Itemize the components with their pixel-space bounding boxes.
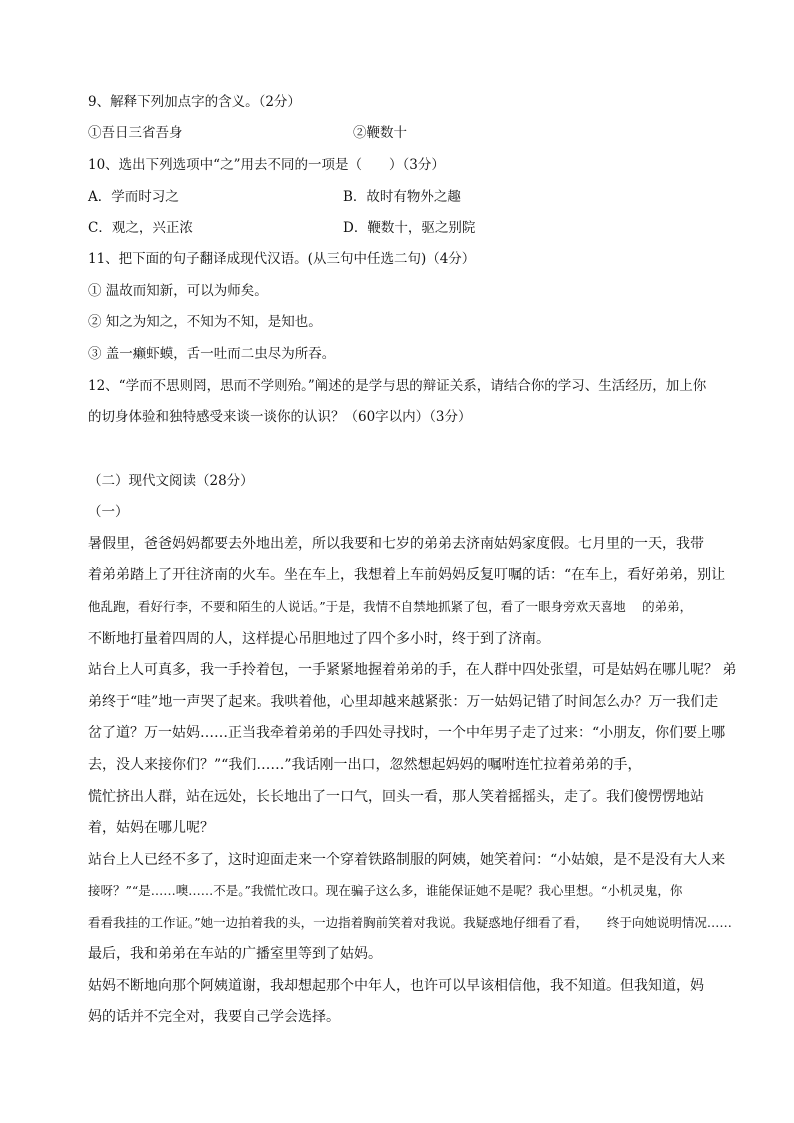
section-heading: （二）现代文阅读（28分） bbox=[88, 473, 254, 489]
question-10-title: 10、选出下列选项中“之”用去不同的一项是（ ）（3分） bbox=[88, 157, 445, 173]
passage-line: 岔了道？万一姑妈……正当我牵着弟弟的手四处寻找时，一个中年男子走了过来：“小朋友，你们要上哪 bbox=[88, 725, 726, 741]
question-10-options-row-2 bbox=[88, 219, 476, 237]
option-c: C．观之，兴正浓 bbox=[88, 220, 193, 236]
question-11-sentence-1: ① 温故而知新，可以为师矣。 bbox=[88, 283, 268, 299]
option-b: B．故时有物外之趣 bbox=[343, 189, 461, 205]
option-a: A．学而时习之 bbox=[88, 189, 179, 205]
question-9-items bbox=[88, 124, 407, 142]
passage-line: 慌忙挤出人群，站在远处，长长地出了一口气，回头一看，那人笑着摇摇头，走了。我们傻愣愣地站 bbox=[88, 789, 704, 805]
section-subheading: （一） bbox=[88, 504, 129, 520]
passage-line: 站台上人可真多，我一手拎着包，一手紧紧地握着弟弟的手，在人群中四处张望，可是姑妈在哪儿呢？ 弟 bbox=[88, 662, 737, 678]
passage-line: 看看我挂的工作证。”她一边拍着我的头，一边指着胸前笑着对我说。我疑惑地仔细看了看， 终于向她说明情况…… bbox=[88, 915, 732, 930]
passage-line: 着，姑妈在哪儿呢？ bbox=[88, 820, 214, 836]
passage-line: 站台上人已经不多了，这时迎面走来一个穿着铁路制服的阿姨，她笑着问：“小姑娘，是不是没有大人来 bbox=[88, 852, 726, 868]
option-d: D．鞭数十，驱之别院 bbox=[343, 220, 476, 236]
passage-line: 暑假里，爸爸妈妈都要去外地出差，所以我要和七岁的弟弟去济南姑妈家度假。七月里的一天，我带 bbox=[88, 536, 704, 552]
question-12-line-1: 12、“学而不思则罔，思而不学则殆。”阐述的是学与思的辩证关系，请结合你的学习、生活经历，加上你 bbox=[88, 378, 707, 394]
passage-line: 去，没人来接你们？”“我们……”我话刚一出口，忽然想起妈妈的嘱咐连忙拉着弟弟的手， bbox=[88, 757, 642, 773]
question-9-item-2: ②鞭数十 bbox=[353, 125, 407, 141]
passage-line: 最后，我和弟弟在车站的广播室里等到了姑妈。 bbox=[88, 946, 382, 962]
passage-line: 不断地打量着四周的人，这样提心吊胆地过了四个多小时，终于到了济南。 bbox=[88, 631, 550, 647]
passage-line: 姑妈不断地向那个阿姨道谢，我却想起那个中年人，也许可以早该相信他，我不知道。但我知道，妈 bbox=[88, 978, 704, 994]
passage-line: 接呀？”“是……噢……不是。”我慌忙改口。现在骗子这么多，谁能保证她不是呢？我心里想。“小机灵鬼，你 bbox=[88, 883, 683, 898]
question-11-sentence-3: ③ 盖一癞虾蟆，舌一吐而二虫尽为所吞。 bbox=[88, 346, 336, 362]
passage-line: 他乱跑，看好行李，不要和陌生的人说话。”于是，我情不自禁地抓紧了包，看了一眼身旁欢天喜地 的弟弟， bbox=[88, 599, 693, 614]
question-9-title: 9、解释下列加点字的含义。（2分） bbox=[88, 94, 301, 110]
question-11-sentence-2: ② 知之为知之，不知为不知，是知也。 bbox=[88, 314, 322, 330]
passage-line: 弟终于“哇”地一声哭了起来。我哄着他，心里却越来越紧张：万一姑妈记错了时间怎么办？万一我们走 bbox=[88, 694, 719, 710]
question-12-line-2: 的切身体验和独特感受来谈一谈你的认识？（60字以内）（3分） bbox=[88, 409, 472, 425]
passage-line: 着弟弟踏上了开往济南的火车。坐在车上，我想着上车前妈妈反复叮嘱的话：“在车上，看好弟弟，别让 bbox=[88, 567, 726, 583]
question-11-title: 11、把下面的句子翻译成现代汉语。(从三句中任选二句)（4分） bbox=[88, 251, 476, 267]
passage-line: 妈的话并不完全对，我要自己学会选择。 bbox=[88, 1009, 340, 1025]
question-10-options-row-1 bbox=[88, 188, 461, 206]
question-9-item-1: ①吾日三省吾身 bbox=[88, 125, 183, 141]
